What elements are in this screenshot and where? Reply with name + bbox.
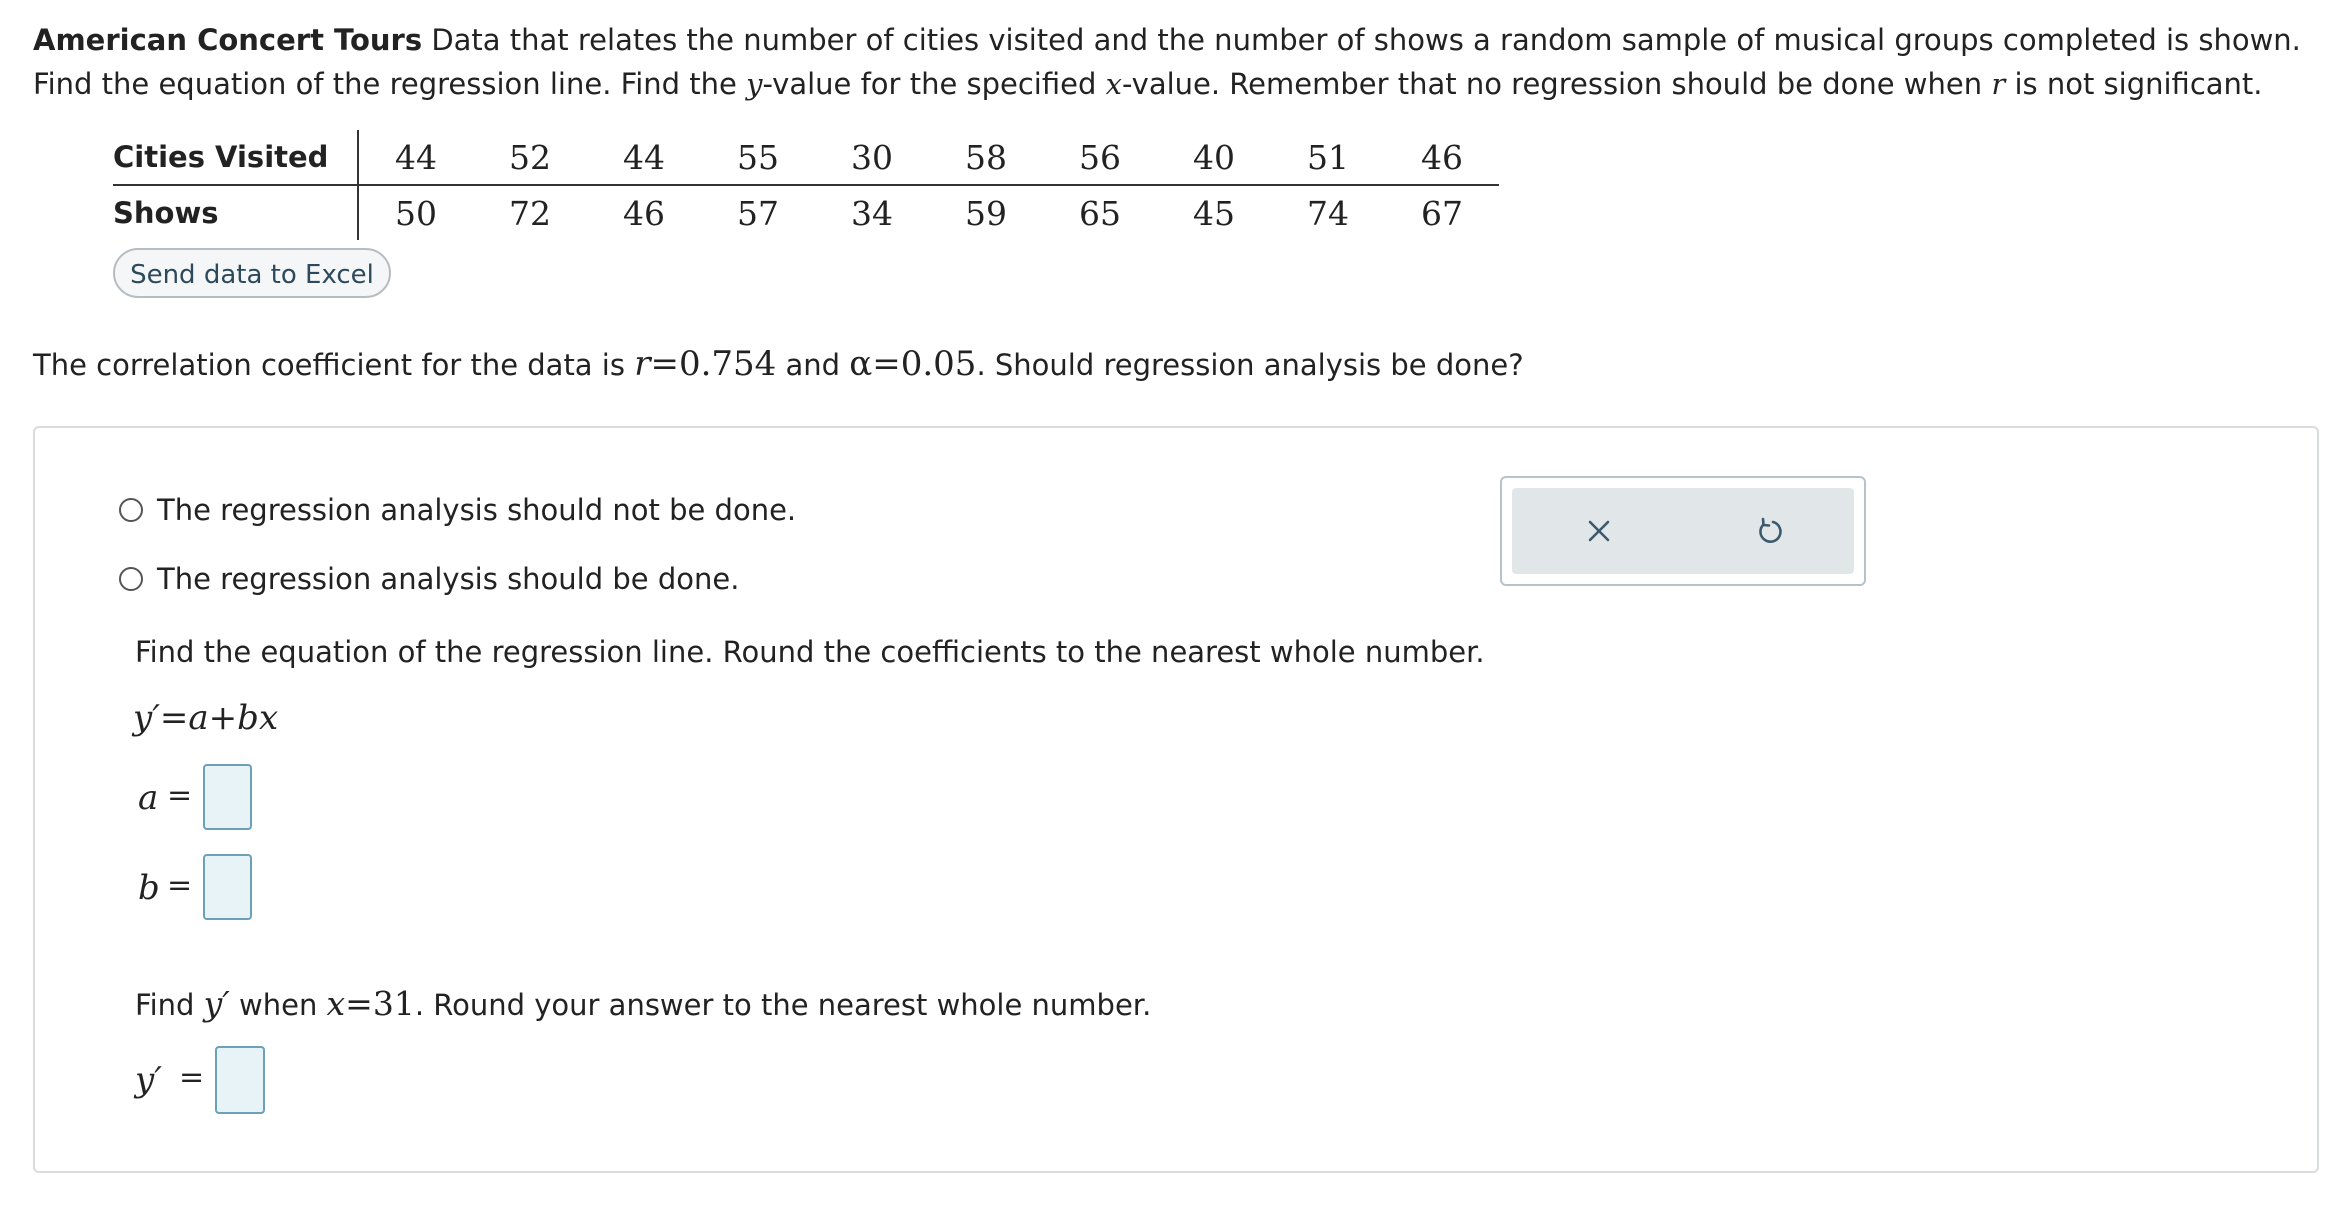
var-r: r — [1991, 67, 2006, 101]
b-answer-input[interactable] — [203, 854, 252, 920]
shows-cell: 65 — [1079, 193, 1121, 233]
problem-statement — [33, 18, 2313, 106]
b-equals: = — [167, 868, 193, 903]
send-to-excel-button[interactable]: Send data to Excel — [113, 248, 391, 298]
table-row-cities — [113, 130, 1499, 185]
corr-text-3: . Should regression analysis be done? — [976, 348, 1524, 382]
equation-form: y′=a+bx — [133, 698, 279, 738]
tools-bar — [1512, 488, 1854, 574]
cities-cell: 51 — [1271, 130, 1385, 185]
a-answer-input[interactable] — [203, 764, 252, 830]
cities-cell: 44 — [587, 130, 701, 185]
find-equation-instruction: Find the equation of the regression line. Round the coefficients to the nearest whole number. — [135, 635, 1485, 669]
row-label-cities: Cities Visited — [113, 130, 358, 185]
option-label: The regression analysis should be done. — [157, 562, 740, 596]
problem-text-2: -value for the specified — [762, 67, 1106, 101]
cities-cell: 56 — [1043, 130, 1157, 185]
cities-cell: 55 — [701, 130, 815, 185]
find-y-text-1: Find — [135, 988, 204, 1022]
shows-cell: 67 — [1421, 193, 1463, 233]
cities-cell: 52 — [473, 130, 587, 185]
undo-reset-icon[interactable] — [1748, 509, 1792, 553]
var-x: x — [1105, 67, 1122, 101]
table-row-shows — [113, 185, 1499, 240]
problem-text-4: is not significant. — [2005, 67, 2263, 101]
y-prime-symbol: y′ — [203, 984, 230, 1023]
shows-cell: 57 — [737, 193, 779, 233]
corr-text-1: The correlation coefficient for the data is — [33, 348, 635, 382]
answer-tools — [1500, 476, 1866, 586]
shows-cell: 46 — [623, 193, 665, 233]
problem-text-3: -value. Remember that no regression should be done when — [1121, 67, 1992, 101]
answer-panel — [33, 426, 2319, 1173]
option-not-done[interactable] — [119, 493, 796, 527]
find-y-text-3: . Round your answer to the nearest whole number. — [414, 988, 1152, 1022]
a-equals: = — [167, 778, 193, 813]
cities-cell: 30 — [815, 130, 929, 185]
shows-cell: 45 — [1193, 193, 1235, 233]
y-prime-answer-input[interactable] — [215, 1046, 265, 1114]
shows-cell: 72 — [509, 193, 551, 233]
y-prime-label: y′ — [135, 1060, 162, 1100]
cities-cell: 44 — [358, 130, 473, 185]
data-table — [113, 130, 1499, 240]
problem-text-1: Data that relates the number of cities visited and the number of shows a random sample of musical groups completed is shown. Find the equation of the regression line. Find the — [33, 23, 2301, 101]
shows-cell: 59 — [965, 193, 1007, 233]
x-symbol: x — [326, 984, 346, 1023]
radio-button[interactable] — [119, 498, 143, 522]
find-y-instruction — [135, 984, 1151, 1025]
shows-cell: 34 — [851, 193, 893, 233]
shows-cell: 50 — [395, 193, 437, 233]
a-label: a — [138, 778, 159, 818]
row-label-shows: Shows — [113, 185, 358, 240]
r-value: =0.754 — [650, 344, 777, 384]
option-label: The regression analysis should not be done. — [157, 493, 797, 527]
cities-cell: 40 — [1157, 130, 1271, 185]
x-value: =31 — [345, 984, 415, 1023]
problem-title: American Concert Tours — [33, 23, 423, 57]
correlation-question — [33, 342, 1524, 387]
radio-button[interactable] — [119, 567, 143, 591]
close-x-icon[interactable] — [1577, 509, 1621, 553]
cities-cell: 46 — [1385, 130, 1499, 185]
r-symbol: r — [634, 344, 651, 384]
var-y: y — [746, 67, 763, 101]
corr-text-2: and — [776, 348, 850, 382]
cities-cell: 58 — [929, 130, 1043, 185]
find-y-text-2: when — [229, 988, 327, 1022]
shows-cell: 74 — [1307, 193, 1349, 233]
option-done[interactable] — [119, 562, 739, 596]
alpha-value: α=0.05 — [849, 344, 977, 384]
b-label: b — [138, 868, 160, 908]
y-equals: = — [179, 1060, 205, 1095]
